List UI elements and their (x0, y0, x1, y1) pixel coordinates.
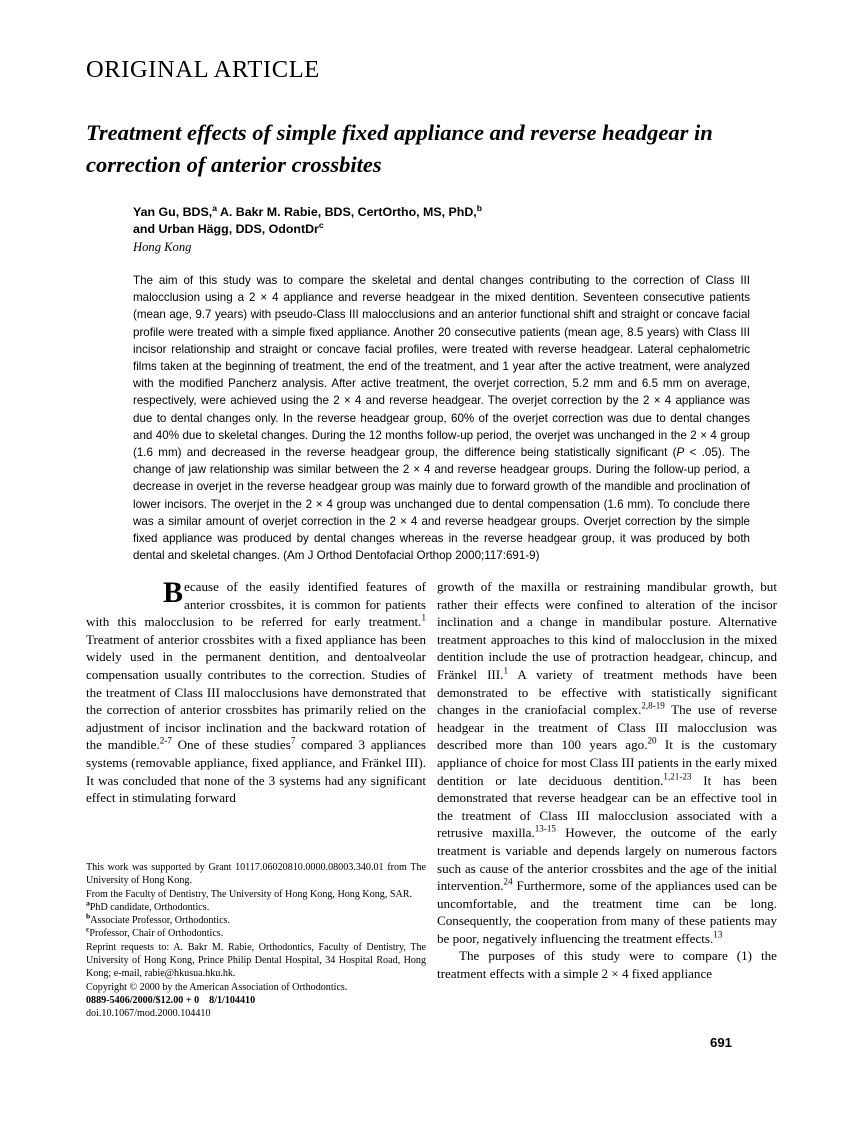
footnote-issn-line (86, 994, 426, 1007)
body-paragraph-right-1 (437, 578, 777, 947)
page-title: Treatment effects of simple fixed appliance and reverse headgear in correction of anterior crossbites (86, 120, 713, 178)
right-text-f: However, the outcome of the early treatment is variable and depends largely on numerous factors such as cause of the anterior crossbites and the age of the initial intervention. (437, 825, 777, 894)
reference-marker: 24 (503, 876, 513, 887)
footnote-grant: This work was supported by Grant 10117.06020810.0000.08003.340.01 from The University of Hong Kong. (86, 862, 426, 887)
right-text-e: It has been demonstrated that reverse headgear can be an effective tool in the treatment of Class III malocclusion associated with a retrusive maxilla. (437, 772, 777, 841)
footnote-article-code: 8/1/104410 (209, 994, 256, 1006)
author-line-2 (133, 219, 324, 236)
reference-marker: 2,8-19 (641, 700, 665, 711)
footnote-copyright: Copyright © 2000 by the American Association of Orthodontics. (86, 981, 348, 993)
left-text-d: compared 3 appliances systems (removable appliance, fixed appliance, and Fränkel III). It was concluded that none of the 3 systems had any significant effect in stimulating forward (86, 737, 426, 806)
body-paragraph-left-1 (86, 578, 426, 807)
author-3-affiliation-marker: c (318, 219, 324, 230)
author-line-1 (133, 202, 482, 219)
right-text-d: It is the customary appliance of choice for most Class III patients in the early mixed dentition or late deciduous dentition. (437, 737, 777, 788)
reference-marker: 7 (290, 735, 296, 746)
footnote-marker-a: a (86, 898, 90, 908)
footnote-marker-c: c (86, 925, 90, 935)
footnote-issn: 0889-5406/2000/$12.00 + 0 (86, 994, 200, 1006)
left-text-a: ecause of the easily identified features of anterior crossbites, it is common for patients with this malocclusion to be referred for early treatment. (86, 579, 426, 630)
author-1-name: Yan Gu, BDS, (133, 205, 213, 219)
right-text-c: The use of reverse headgear in the treatment of Class III malocclusion was described more than 100 years ago. (437, 702, 777, 753)
reference-marker: 1,21-23 (663, 771, 692, 782)
reference-marker: 1 (421, 612, 426, 623)
right-text-g: Furthermore, some of the appliances used can be uncomfortable, and the treatment time can be long. Consequently, the cooperation from many of these patients may be poor, negatively influencing the treatment effects. (437, 878, 777, 946)
author-1-affiliation-marker: a (212, 202, 217, 213)
abstract-text-part-1: The aim of this study was to compare the skeletal and dental changes contributing to the correction of Class III malocclusion using a 2 × 4 appliance and reverse headgear in the mixed dentition. Seventeen consecutive patients (mean age, 9.7 years) with pseudo-Class III malocclusions and an anterior functional shift and straight or concave facial profile were treated with a simple fixed appliance. Another 20 consecutive patients (mean age, 8.5 years) with Class III incisor relationship and straight or concave facial profiles, were treated with reverse headgear. Lateral cephalometric films taken at the beginning of treatment, the end of the treatment, and 1 year after the active treatment, were analyzed with the modified Pancherz analysis. After active treatment, the overjet correction, 5.2 mm and 6.5 mm on average, respectively, were achieved using the 2 × 4 and reverse headgear. The overjet correction by the 2 × 4 appliance was due to dental changes only. In the reverse headgear group, 60% of the overjet correction was due to dental changes and 40% due to skeletal changes. During the 12 months follow-up period, the overjet was unchanged in the 2 × 4 group (1.6 mm) and decreased in the reverse headgear group, the difference being statistically significant ( (133, 274, 750, 460)
footnote-reprint-requests: Reprint requests to: A. Bakr M. Rabie, Orthodontics, Faculty of Dentistry, The University of Hong Kong, Prince Philip Dental Hospital, 34 Hospital Road, Hong Kong; e-mail, rabie@hkusua.hku.hk. (86, 941, 426, 980)
author-location: Hong Kong (133, 240, 192, 254)
page-number: 691 (710, 1035, 733, 1050)
body-column-right (437, 578, 777, 983)
footnote-doi: doi.10.1067/mod.2000.104410 (86, 1008, 211, 1020)
author-2-affiliation-marker: b (476, 202, 482, 213)
footnote-affiliation-a (86, 898, 426, 914)
footnote-affiliation-c-text: Professor, Chair of Orthodontics. (89, 928, 224, 940)
author-3-name: and Urban Hägg, DDS, OdontDr (133, 221, 319, 236)
reference-marker: 13-15 (534, 823, 556, 834)
footnote-affiliation-a-text: PhD candidate, Orthodontics. (89, 901, 210, 913)
abstract-text-part-2: < .05). The change of jaw relationship was similar between the 2 × 4 and reverse headgear groups. During the follow-up period, a decrease in overjet in the reverse headgear group was mainly due to forward growth of the mandible and proclination of lower incisors. The overjet in the 2 × 4 group was unchanged due to dental compensation (1.6 mm). To conclude there was a similar amount of overjet correction in the 2 × 4 and reverse headgear groups. Overjet correction by the simple fixed appliance was produced by dental changes whereas in the reverse headgear group, it was produced by both dental and skeletal changes. (Am J Orthod Dentofacial Orthop 2000;117:691-9) (133, 446, 750, 563)
footnote-affiliation-b (86, 911, 426, 927)
abstract (133, 272, 750, 564)
author-list (133, 204, 753, 237)
section-label: ORIGINAL ARTICLE (86, 56, 320, 83)
left-text-c: One of these studies (171, 737, 291, 753)
right-text-b: A variety of treatment methods have been demonstrated to be effective with statistically significant changes in the craniofacial complex. (437, 666, 777, 718)
footnote-block (86, 861, 426, 1021)
abstract-p-value-symbol: P (676, 446, 685, 460)
footnote-affiliation-b-text: Associate Professor, Orthodontics. (90, 915, 230, 927)
left-text-b: Treatment of anterior crossbites with a fixed appliance has been widely used in the permanent dentition, and dentoalveolar compensation usually contributes to the correction. Studies of the treatment of Class III malocclusions have demonstrated that the correction of anterior crossbites has primarily relied on the adjustment of incisor inclination and the backward rotation of the mandible. (86, 631, 426, 753)
footnote-affiliation-c (86, 927, 426, 940)
body-column-left (86, 578, 426, 807)
reference-marker: 1 (503, 665, 508, 676)
footnote-from: From the Faculty of Dentistry, The University of Hong Kong, Hong Kong, SAR. (86, 888, 413, 900)
footnote-marker-b: b (86, 911, 91, 921)
right-text-a: growth of the maxilla or restraining mandibular growth, but rather their effects were confined to alteration of the incisor inclination and a change in mandibular posture. Alternative treatment approaches to this kind of malocclusion in the mixed dentition include the use of protraction headgear, chincup, and Fränkel III. (437, 579, 777, 682)
body-paragraph-right-2: The purposes of this study were to compare (1) the treatment effects with a simple 2 × 4 fixed appliance (437, 948, 777, 982)
reference-marker: 13 (713, 929, 723, 940)
author-2-name: A. Bakr M. Rabie, BDS, CertOrtho, MS, PhD, (216, 205, 477, 219)
reference-marker: 2-7 (159, 735, 172, 746)
drop-cap: B (163, 576, 184, 609)
reference-marker: 20 (647, 735, 657, 746)
